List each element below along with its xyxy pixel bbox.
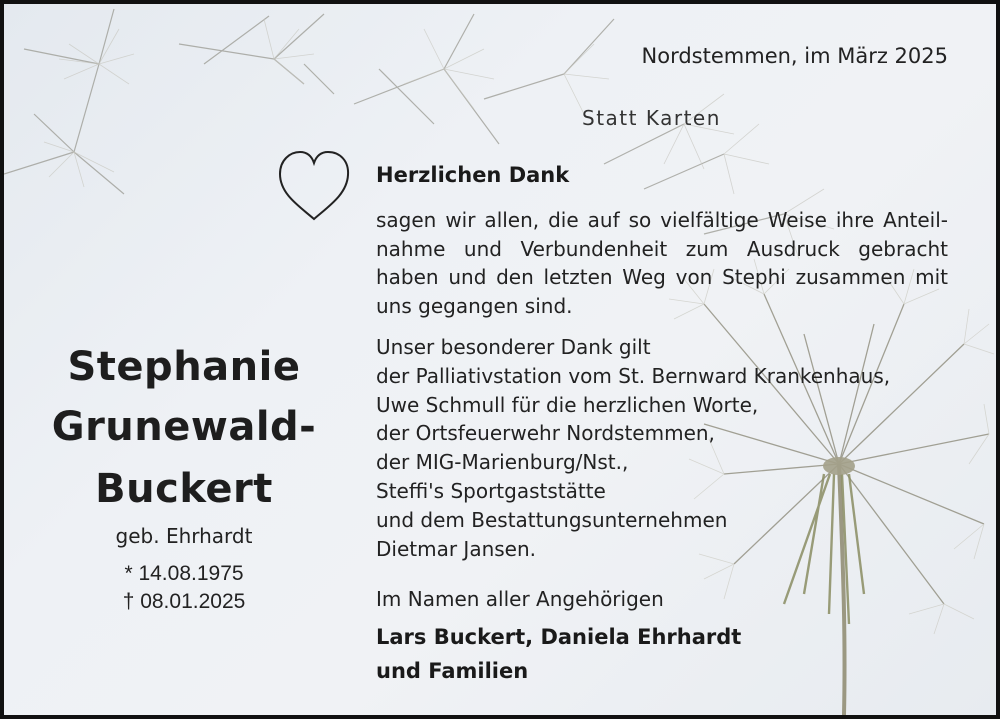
deceased-first-name: Stephanie: [67, 344, 301, 390]
special-thanks-paragraph: [376, 333, 948, 563]
text-line: Steffi's Sportgaststätte: [376, 478, 606, 503]
signatories: [376, 620, 741, 688]
place-date: Nordstemmen, im März 2025: [641, 44, 948, 68]
obituary-card: [4, 4, 996, 715]
text-line: der Ortsfeuerwehr Nordstemmen,: [376, 421, 715, 446]
birth-name: geb. Ehrhardt: [115, 524, 253, 548]
text-line: der Palliativstation vom St. Bernward Krankenhaus,: [376, 363, 891, 388]
text-line: Uwe Schmull für die herzlichen Worte,: [376, 392, 759, 417]
thanks-paragraph: [376, 206, 948, 320]
text-line: sagen wir allen, die auf so vielfältige Weise ihre Anteil-: [376, 208, 948, 232]
deceased-surname-2: Buckert: [95, 466, 273, 512]
signature-intro: Im Namen aller Angehörigen: [376, 587, 664, 611]
statt-karten-label: Statt Karten: [582, 106, 721, 130]
birth-date: * 14.08.1975: [124, 562, 244, 585]
signatory-line: und Familien: [376, 659, 529, 683]
text-line: nahme und Verbundenheit zum Ausdruck gebracht: [376, 236, 948, 261]
text-line: haben und den letzten Weg von Stephi zusammen mit: [376, 265, 948, 289]
signatory-line: Lars Buckert, Daniela Ehrhardt: [376, 625, 742, 649]
text-line: uns gegangen sind.: [376, 293, 573, 318]
text-line: der MIG-Marienburg/Nst.,: [376, 450, 629, 475]
text-line: Unser besonderer Dank gilt: [376, 335, 651, 359]
death-date: † 08.01.2025: [122, 590, 246, 613]
text-line: Dietmar Jansen.: [376, 536, 537, 561]
thanks-heading: Herzlichen Dank: [376, 163, 570, 187]
deceased-surname: Grunewald-: [51, 404, 317, 450]
heart-outline-icon: [274, 144, 354, 224]
text-line: und dem Bestattungsunternehmen: [376, 507, 728, 532]
